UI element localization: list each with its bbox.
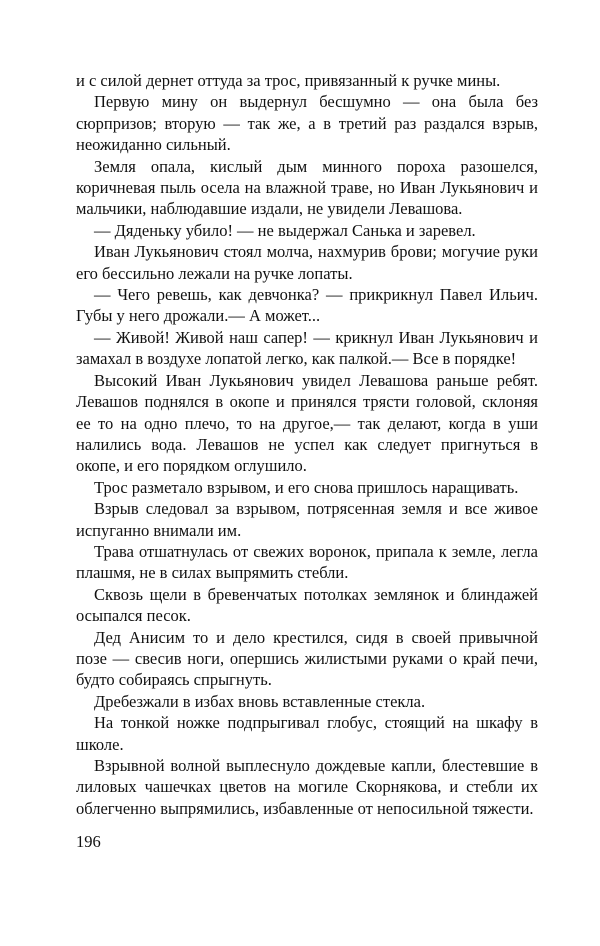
paragraph-1: и с силой дернет оттуда за трос, привязанный к ручке мины.	[76, 71, 501, 90]
page-number: 196	[76, 832, 101, 851]
paragraph-9: Трос разметало взрывом, и его снова пришлось наращивать.	[94, 477, 519, 497]
paragraph-3: Земля опала, кислый дым минного пороха разошелся, коричневая пыль осела на влажной траве, но Иван Лукьянович и мальчики, наблюдавшие издали, не увидели Левашова.	[76, 156, 538, 219]
paragraph-12: Сквозь щели в бревенчатых потолках землянок и блиндажей осыпался песок.	[76, 584, 538, 626]
paragraph-6: — Чего ревешь, как девчонка? — прикрикнул Павел Ильич. Губы у него дрожали.— А может...	[76, 285, 538, 326]
paragraph-4: — Дяденьку убило! — не выдержал Санька и заревел.	[94, 220, 476, 240]
paragraph-10: Взрыв следовал за взрывом, потрясенная земля и все живое испуганно внимали им.	[76, 499, 538, 540]
paragraph-8: Высокий Иван Лукьянович увидел Левашова раньше ребят. Левашов поднялся в окопе и принялся трясти головой, склоняя ее то на одно плечо, то на другое,— так делают, когда в уши налились вода. Левашов не успел как следует пригнуться в окопе, и его порядком оглушило.	[76, 370, 538, 476]
paragraph-11: Трава отшатнулась от свежих воронок, припала к земле, легла плашмя, не в силах выпрямить стебли.	[76, 541, 538, 583]
paragraph-13: Дед Анисим то и дело крестился, сидя в своей привычной позе — свесив ноги, опершись жилистыми руками о край печи, будто собираясь спрыгнуть.	[76, 627, 538, 690]
page-text	[76, 70, 538, 819]
paragraph-2: Первую мину он выдернул бесшумно — она была без сюрпризов; вторую — так же, а в третий раз раздался взрыв, неожиданно сильный.	[76, 92, 538, 155]
paragraph-15: На тонкой ножке подпрыгивал глобус, стоящий на шкафу в школе.	[76, 713, 538, 754]
paragraph-5: Иван Лукьянович стоял молча, нахмурив брови; могучие руки его бессильно лежали на ручке лопаты.	[76, 242, 538, 283]
paragraph-14: Дребезжали в избах вновь вставленные стекла.	[94, 691, 426, 711]
paragraph-7: — Живой! Живой наш сапер! — крикнул Иван Лукьянович и замахал в воздухе лопатой легко, как палкой.— Все в порядке!	[76, 327, 538, 369]
paragraph-16: Взрывной волной выплеснуло дождевые капли, блестевшие в лиловых чашечках цветов на могиле Скорнякова, и стебли их облегченно выпрямились, избавленные от непосильной тяжести.	[76, 756, 538, 818]
